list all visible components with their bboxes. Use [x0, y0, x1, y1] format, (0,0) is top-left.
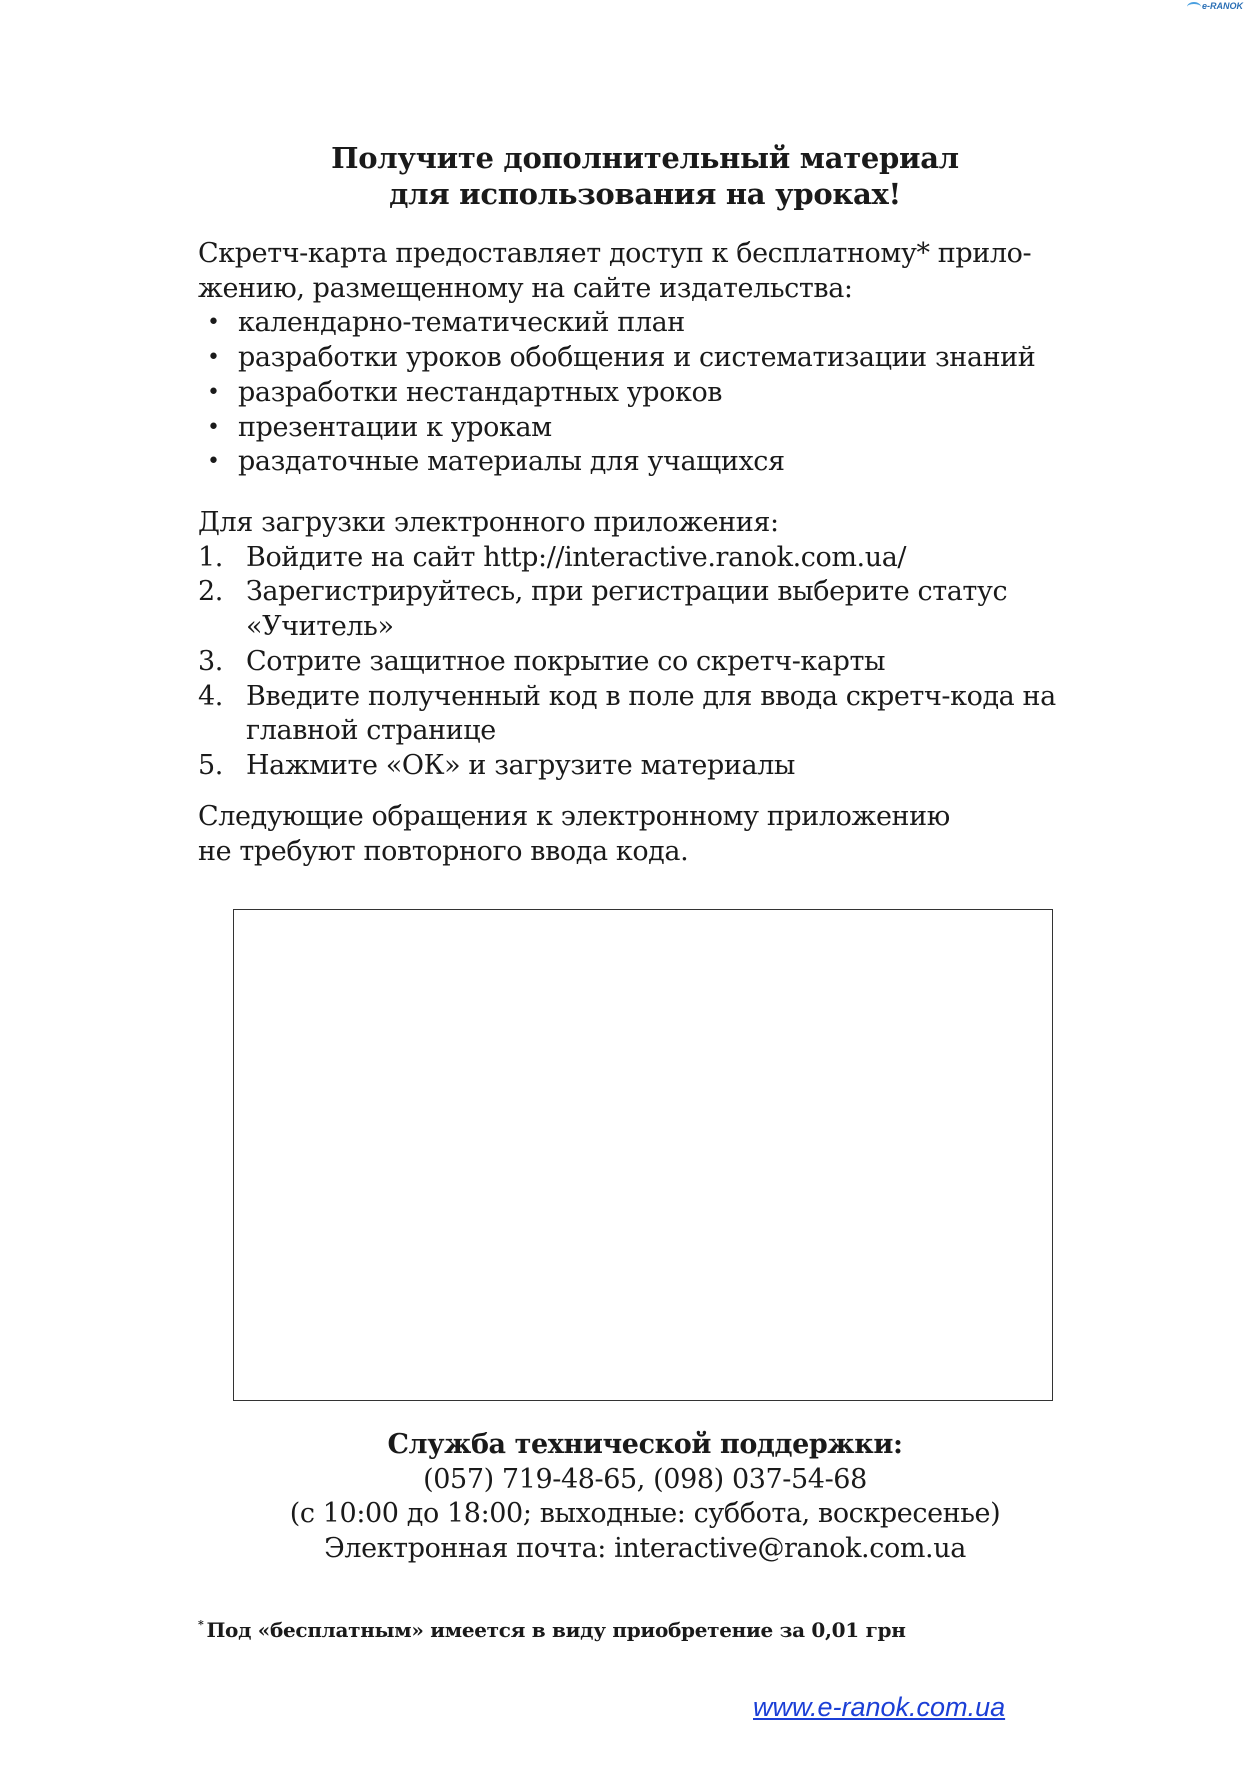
step-text: Зарегистрируйтесь, при регистрации выберите статус «Учитель»	[246, 576, 1008, 643]
step-item	[198, 680, 1138, 749]
list-item	[198, 306, 1138, 341]
publisher-logo	[1185, 0, 1243, 14]
intro-line-2: жению, размещенному на сайте издательства:	[198, 272, 853, 304]
support-heading: Служба технической поддержки:	[387, 1429, 903, 1460]
download-section	[198, 506, 1138, 784]
bullet-icon: •	[207, 379, 220, 405]
list-item-text: раздаточные материалы для учащихся	[238, 446, 785, 478]
logo-swoosh-icon	[1187, 2, 1201, 12]
followup-note	[198, 800, 1138, 869]
support-hours: (с 10:00 до 18:00; выходные: суббота, воскресенье)	[289, 1498, 1001, 1529]
list-item	[198, 341, 1138, 376]
bullet-icon: •	[207, 345, 220, 371]
footnote-text: Под «бесплатным» имеется в виду приобретение за 0,01 грн	[206, 1618, 906, 1642]
step-number: 4.	[198, 680, 223, 712]
step-text: Сотрите защитное покрытие со скретч-карты	[246, 645, 886, 677]
step-item	[198, 541, 1138, 576]
title-line-2: для использования на уроках!	[389, 177, 901, 211]
steps-list	[198, 541, 1138, 784]
followup-line-1: Следующие обращения к электронному приложению	[198, 801, 950, 832]
website-link[interactable]: www.e-ranok.com.ua	[753, 1692, 1006, 1722]
footnote	[198, 1618, 1098, 1642]
list-item-text: разработки уроков обобщения и систематизации знаний	[238, 342, 1036, 374]
download-heading: Для загрузки электронного приложения:	[198, 507, 779, 538]
step-number: 3.	[198, 645, 223, 677]
list-item	[198, 411, 1138, 446]
scratch-card-area	[233, 909, 1053, 1401]
list-item	[198, 445, 1138, 480]
list-item-text: презентации к урокам	[238, 411, 552, 443]
step-text: Нажмите «ОК» и загрузите материалы	[246, 749, 795, 781]
step-item	[198, 749, 1138, 784]
bullet-icon: •	[207, 414, 220, 440]
step-number: 1.	[198, 541, 223, 573]
step-item	[198, 575, 1138, 644]
list-item-text: календарно-тематический план	[238, 307, 685, 339]
step-text: Введите полученный код в поле для ввода скретч-кода на главной странице	[246, 680, 1056, 747]
feature-list	[198, 306, 1138, 480]
bullet-icon: •	[207, 449, 220, 475]
list-item	[198, 376, 1138, 411]
step-text: Войдите на сайт http://interactive.ranok.com.ua/	[246, 541, 907, 573]
intro-section	[198, 237, 1138, 480]
support-section	[150, 1428, 1140, 1566]
bullet-icon: •	[207, 310, 220, 336]
page-title	[150, 140, 1140, 212]
support-email: Электронная почта: interactive@ranok.com.ua	[324, 1532, 966, 1564]
list-item-text: разработки нестандартных уроков	[238, 376, 723, 408]
step-item	[198, 645, 1138, 680]
title-line-1: Получите дополнительный материал	[331, 141, 959, 175]
step-number: 5.	[198, 749, 223, 781]
step-number: 2.	[198, 576, 223, 608]
support-phones: (057) 719-48-65, (098) 037-54-68	[423, 1463, 867, 1495]
followup-line-2: не требуют повторного ввода кода.	[198, 835, 689, 867]
footnote-mark: *	[198, 1618, 204, 1631]
logo-text: e-RANOK	[1201, 1, 1243, 11]
intro-line-1: Скретч-карта предоставляет доступ к бесплатному* прило-	[198, 238, 1032, 269]
